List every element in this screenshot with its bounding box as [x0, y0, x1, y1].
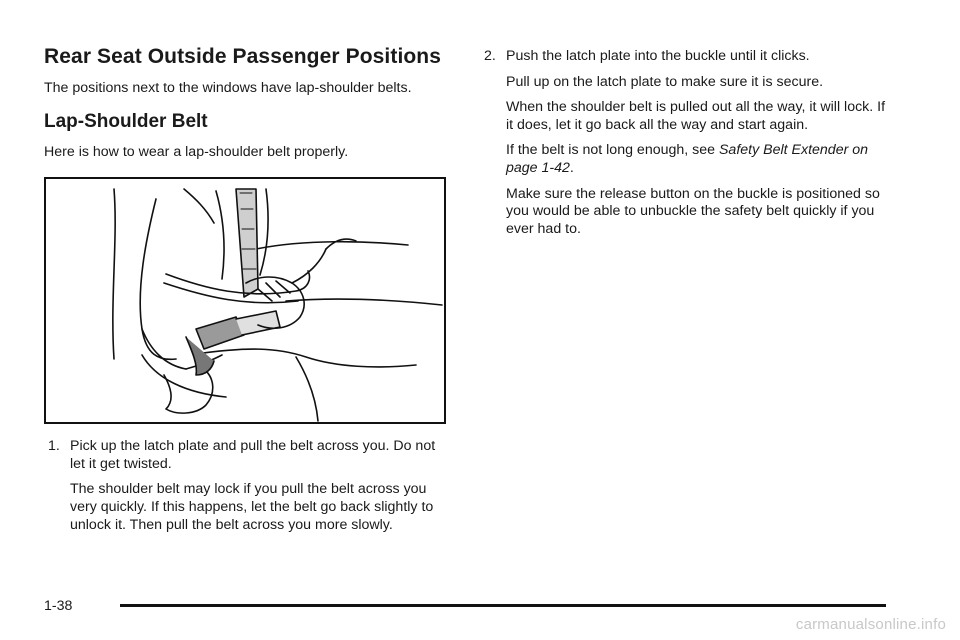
step-1-text: Pick up the latch plate and pull the belt across you. Do not let it get twisted.: [70, 438, 436, 472]
step-2-text: Push the latch plate into the buckle until it clicks.: [506, 48, 810, 64]
extender-suffix: .: [569, 159, 574, 176]
step-1-note: The shoulder belt may lock if you pull the belt across you very quickly. If this happens, let the belt go back slightly to unlock it. Then pull the belt across you more slowly.: [70, 481, 434, 533]
left-column: [44, 44, 448, 542]
secure-check-paragraph: Pull up on the latch plate to make sure it is secure.: [506, 73, 824, 90]
step-1: [44, 438, 448, 473]
step-2: [484, 48, 894, 66]
footer-rule: [120, 604, 886, 607]
watermark: carmanualsonline.info: [795, 616, 946, 633]
subsection-heading: Lap-Shoulder Belt: [44, 110, 208, 132]
step-1-number: 1.: [48, 438, 60, 455]
release-button-paragraph: Make sure the release button on the buckle is positioned so you would be able to unbuckle the safety belt quickly if you ever had to.: [506, 185, 880, 237]
intro-paragraph: The positions next to the windows have lap-shoulder belts.: [44, 80, 412, 96]
belt-lock-paragraph: When the shoulder belt is pulled out all the way, it will lock. If it does, let it go back all the way and start again.: [506, 99, 886, 133]
right-column: [484, 48, 894, 246]
extender-reference-link[interactable]: Safety Belt Extender on page 1-42: [506, 142, 869, 176]
extender-paragraph: [494, 142, 894, 177]
extender-prefix: If the belt is not long enough, see: [506, 142, 719, 159]
lap-shoulder-belt-illustration: [44, 177, 446, 424]
lead-paragraph: Here is how to wear a lap-shoulder belt properly.: [44, 143, 349, 160]
section-heading: Rear Seat Outside Passenger Positions: [44, 45, 442, 68]
step-2-number: 2.: [484, 48, 496, 64]
page-number: 1-38: [44, 598, 73, 614]
